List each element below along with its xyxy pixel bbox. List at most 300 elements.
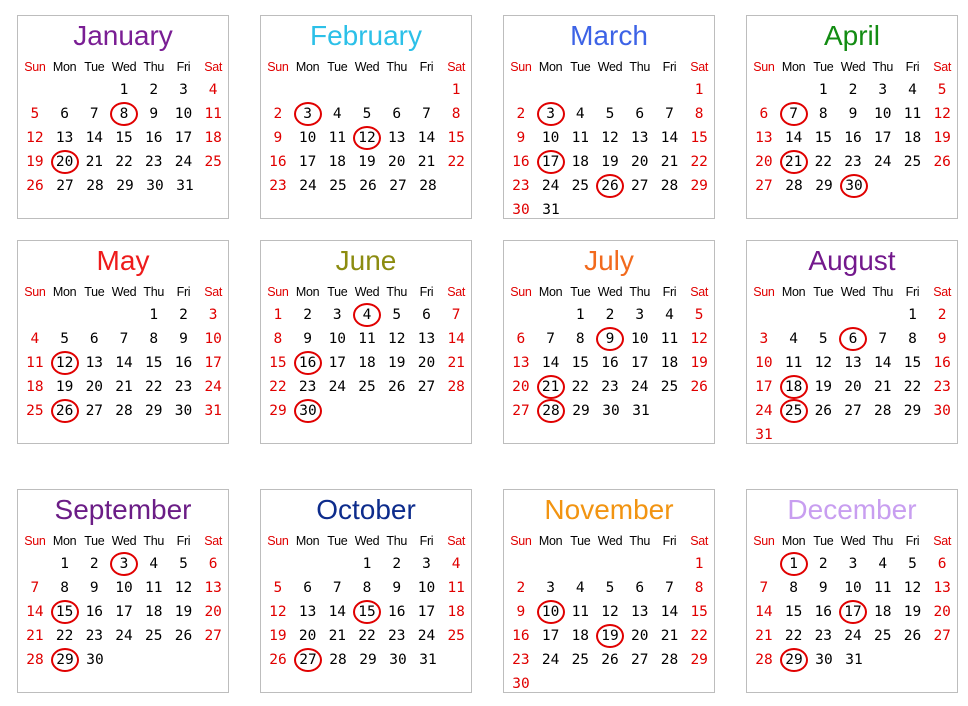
day-cell[interactable]: 23	[85, 628, 104, 644]
day-cell[interactable]: 27	[844, 403, 862, 419]
day-cell[interactable]: 28	[329, 652, 347, 668]
day-cell[interactable]: 19	[388, 355, 406, 371]
day-cell[interactable]: 23	[174, 379, 193, 395]
day-cell[interactable]: 30	[174, 403, 193, 419]
day-cell[interactable]: 1	[908, 307, 917, 323]
day-cell[interactable]: 17	[115, 604, 133, 620]
circled-day-cell[interactable]: 4	[352, 303, 382, 327]
day-cell[interactable]: 26	[903, 628, 922, 644]
day-cell[interactable]: 20	[755, 154, 773, 170]
day-cell[interactable]: 18	[660, 355, 679, 371]
day-cell[interactable]: 17	[328, 355, 347, 371]
day-cell[interactable]: 12	[26, 130, 44, 146]
day-cell[interactable]: 11	[571, 130, 590, 146]
day-cell[interactable]: 25	[571, 652, 590, 668]
day-cell[interactable]: 23	[933, 379, 951, 395]
circled-day-cell[interactable]: 21	[536, 375, 566, 399]
circled-day-cell[interactable]: 27	[293, 648, 323, 672]
day-cell[interactable]: 11	[358, 331, 376, 347]
day-cell[interactable]: 30	[815, 652, 833, 668]
day-cell[interactable]: 27	[755, 178, 773, 194]
day-cell[interactable]: 16	[269, 154, 287, 170]
day-cell[interactable]: 13	[844, 355, 862, 371]
day-cell[interactable]: 11	[784, 355, 803, 371]
day-cell[interactable]: 4	[575, 106, 585, 122]
day-cell[interactable]: 6	[392, 106, 402, 122]
day-cell[interactable]: 6	[208, 556, 218, 572]
day-cell[interactable]: 3	[332, 307, 342, 323]
day-cell[interactable]: 6	[303, 580, 312, 596]
day-cell[interactable]: 8	[694, 106, 704, 122]
day-cell[interactable]: 27	[933, 628, 951, 644]
day-cell[interactable]: 9	[937, 331, 947, 347]
day-cell[interactable]: 10	[541, 130, 560, 146]
circled-day-cell[interactable]: 7	[779, 102, 809, 126]
day-cell[interactable]: 20	[298, 628, 317, 644]
day-cell[interactable]: 19	[933, 130, 951, 146]
day-cell[interactable]: 5	[605, 580, 615, 596]
day-cell[interactable]: 29	[903, 403, 922, 419]
day-cell[interactable]: 16	[601, 355, 619, 371]
day-cell[interactable]: 9	[516, 130, 526, 146]
day-cell[interactable]: 21	[660, 154, 679, 170]
day-cell[interactable]: 20	[512, 379, 530, 395]
day-cell[interactable]: 19	[903, 604, 922, 620]
day-cell[interactable]: 12	[388, 331, 406, 347]
day-cell[interactable]: 5	[392, 307, 402, 323]
day-cell[interactable]: 31	[176, 178, 194, 194]
day-cell[interactable]: 3	[759, 331, 769, 347]
circled-day-cell[interactable]: 3	[293, 102, 323, 126]
day-cell[interactable]: 18	[571, 628, 590, 644]
day-cell[interactable]: 4	[332, 106, 342, 122]
day-cell[interactable]: 27	[631, 178, 649, 194]
day-cell[interactable]: 14	[85, 130, 104, 146]
circled-day-cell[interactable]: 26	[595, 174, 625, 198]
day-cell[interactable]: 12	[933, 106, 951, 122]
day-cell[interactable]: 26	[601, 652, 619, 668]
circled-day-cell[interactable]: 28	[536, 399, 566, 423]
day-cell[interactable]: 19	[55, 379, 74, 395]
day-cell[interactable]: 31	[542, 202, 560, 218]
day-cell[interactable]: 8	[575, 331, 585, 347]
day-cell[interactable]: 27	[389, 178, 407, 194]
day-cell[interactable]: 6	[635, 580, 645, 596]
day-cell[interactable]: 17	[755, 379, 773, 395]
day-cell[interactable]: 1	[60, 556, 69, 572]
day-cell[interactable]: 14	[417, 130, 436, 146]
day-cell[interactable]: 24	[755, 403, 773, 419]
day-cell[interactable]: 20	[631, 154, 649, 170]
day-cell[interactable]: 11	[874, 580, 892, 596]
circled-day-cell[interactable]: 21	[779, 150, 809, 174]
day-cell[interactable]: 16	[388, 604, 406, 620]
day-cell[interactable]: 21	[26, 628, 44, 644]
day-cell[interactable]: 22	[690, 628, 708, 644]
day-cell[interactable]: 15	[814, 130, 833, 146]
day-cell[interactable]: 21	[447, 355, 465, 371]
day-cell[interactable]: 22	[145, 379, 163, 395]
day-cell[interactable]: 2	[605, 307, 615, 323]
day-cell[interactable]: 5	[60, 331, 69, 347]
day-cell[interactable]: 28	[660, 178, 679, 194]
day-cell[interactable]: 1	[818, 82, 828, 98]
circled-day-cell[interactable]: 12	[50, 351, 80, 375]
day-cell[interactable]: 13	[631, 604, 649, 620]
day-cell[interactable]: 30	[933, 403, 951, 419]
day-cell[interactable]: 18	[358, 355, 376, 371]
day-cell[interactable]: 9	[89, 580, 99, 596]
day-cell[interactable]: 11	[447, 580, 465, 596]
day-cell[interactable]: 27	[417, 379, 436, 395]
day-cell[interactable]: 9	[516, 604, 526, 620]
day-cell[interactable]: 28	[785, 178, 803, 194]
day-cell[interactable]: 4	[878, 556, 888, 572]
day-cell[interactable]: 17	[541, 628, 560, 644]
day-cell[interactable]: 12	[269, 604, 287, 620]
day-cell[interactable]: 3	[208, 307, 218, 323]
day-cell[interactable]: 10	[115, 580, 133, 596]
day-cell[interactable]: 26	[174, 628, 193, 644]
day-cell[interactable]: 1	[149, 307, 159, 323]
day-cell[interactable]: 15	[145, 355, 163, 371]
day-cell[interactable]: 5	[273, 580, 283, 596]
day-cell[interactable]: 9	[818, 580, 828, 596]
day-cell[interactable]: 9	[392, 580, 402, 596]
day-cell[interactable]: 16	[933, 355, 951, 371]
day-cell[interactable]: 23	[814, 628, 833, 644]
day-cell[interactable]: 29	[116, 178, 134, 194]
day-cell[interactable]: 1	[694, 556, 704, 572]
day-cell[interactable]: 4	[908, 82, 917, 98]
day-cell[interactable]: 8	[273, 331, 283, 347]
circled-day-cell[interactable]: 15	[352, 600, 382, 624]
day-cell[interactable]: 14	[447, 331, 465, 347]
day-cell[interactable]: 2	[273, 106, 283, 122]
day-cell[interactable]: 20	[85, 379, 104, 395]
day-cell[interactable]: 2	[937, 307, 947, 323]
day-cell[interactable]: 8	[451, 106, 461, 122]
day-cell[interactable]: 21	[660, 628, 679, 644]
day-cell[interactable]: 21	[328, 628, 347, 644]
day-cell[interactable]: 13	[755, 130, 773, 146]
day-cell[interactable]: 10	[755, 355, 773, 371]
day-cell[interactable]: 30	[389, 652, 407, 668]
circled-day-cell[interactable]: 17	[536, 150, 566, 174]
circled-day-cell[interactable]: 20	[50, 150, 80, 174]
circled-day-cell[interactable]: 17	[838, 600, 868, 624]
day-cell[interactable]: 6	[89, 331, 99, 347]
day-cell[interactable]: 25	[571, 178, 590, 194]
day-cell[interactable]: 19	[269, 628, 287, 644]
day-cell[interactable]: 7	[119, 331, 129, 347]
day-cell[interactable]: 2	[303, 307, 312, 323]
day-cell[interactable]: 27	[204, 628, 222, 644]
day-cell[interactable]: 14	[541, 355, 560, 371]
day-cell[interactable]: 30	[602, 403, 620, 419]
day-cell[interactable]: 21	[874, 379, 892, 395]
day-cell[interactable]: 23	[269, 178, 287, 194]
day-cell[interactable]: 3	[848, 556, 858, 572]
day-cell[interactable]: 10	[874, 106, 892, 122]
day-cell[interactable]: 6	[516, 331, 526, 347]
day-cell[interactable]: 7	[665, 580, 674, 596]
day-cell[interactable]: 12	[903, 580, 922, 596]
day-cell[interactable]: 8	[694, 580, 704, 596]
day-cell[interactable]: 11	[903, 106, 922, 122]
day-cell[interactable]: 28	[86, 178, 104, 194]
day-cell[interactable]: 3	[179, 82, 188, 98]
circled-day-cell[interactable]: 18	[779, 375, 809, 399]
day-cell[interactable]: 17	[417, 604, 436, 620]
day-cell[interactable]: 17	[298, 154, 317, 170]
circled-day-cell[interactable]: 19	[595, 624, 625, 648]
day-cell[interactable]: 8	[60, 580, 69, 596]
day-cell[interactable]: 22	[115, 154, 133, 170]
day-cell[interactable]: 17	[174, 130, 193, 146]
day-cell[interactable]: 4	[789, 331, 798, 347]
day-cell[interactable]: 28	[26, 652, 44, 668]
day-cell[interactable]: 26	[359, 178, 377, 194]
day-cell[interactable]: 4	[30, 331, 40, 347]
day-cell[interactable]: 26	[26, 178, 44, 194]
day-cell[interactable]: 22	[447, 154, 465, 170]
day-cell[interactable]: 14	[660, 130, 679, 146]
day-cell[interactable]: 1	[575, 307, 585, 323]
day-cell[interactable]: 28	[755, 652, 773, 668]
day-cell[interactable]: 20	[204, 604, 222, 620]
day-cell[interactable]: 10	[631, 331, 649, 347]
day-cell[interactable]: 24	[874, 154, 892, 170]
day-cell[interactable]: 31	[419, 652, 437, 668]
circled-day-cell[interactable]: 9	[595, 327, 625, 351]
day-cell[interactable]: 30	[86, 652, 104, 668]
circled-day-cell[interactable]: 3	[109, 552, 139, 576]
day-cell[interactable]: 25	[874, 628, 892, 644]
day-cell[interactable]: 13	[417, 331, 436, 347]
day-cell[interactable]: 18	[874, 604, 892, 620]
day-cell[interactable]: 11	[328, 130, 347, 146]
day-cell[interactable]: 20	[631, 628, 649, 644]
day-cell[interactable]: 12	[690, 331, 708, 347]
day-cell[interactable]: 20	[933, 604, 951, 620]
day-cell[interactable]: 12	[174, 580, 193, 596]
day-cell[interactable]: 9	[179, 331, 188, 347]
day-cell[interactable]: 17	[631, 355, 649, 371]
day-cell[interactable]: 7	[89, 106, 99, 122]
circled-day-cell[interactable]: 16	[293, 351, 323, 375]
day-cell[interactable]: 19	[26, 154, 44, 170]
day-cell[interactable]: 27	[56, 178, 74, 194]
day-cell[interactable]: 18	[26, 379, 44, 395]
day-cell[interactable]: 29	[690, 652, 708, 668]
day-cell[interactable]: 29	[269, 403, 287, 419]
day-cell[interactable]: 16	[814, 604, 833, 620]
day-cell[interactable]: 20	[844, 379, 862, 395]
day-cell[interactable]: 28	[447, 379, 465, 395]
day-cell[interactable]: 13	[388, 130, 406, 146]
day-cell[interactable]: 11	[204, 106, 222, 122]
day-cell[interactable]: 24	[328, 379, 347, 395]
day-cell[interactable]: 5	[937, 82, 947, 98]
day-cell[interactable]: 14	[26, 604, 44, 620]
day-cell[interactable]: 23	[512, 178, 530, 194]
day-cell[interactable]: 24	[115, 628, 133, 644]
day-cell[interactable]: 9	[848, 106, 858, 122]
day-cell[interactable]: 23	[298, 379, 317, 395]
day-cell[interactable]: 4	[575, 580, 585, 596]
day-cell[interactable]: 14	[115, 355, 133, 371]
circled-day-cell[interactable]: 10	[536, 600, 566, 624]
day-cell[interactable]: 18	[328, 154, 347, 170]
day-cell[interactable]: 29	[359, 652, 377, 668]
day-cell[interactable]: 25	[26, 403, 44, 419]
day-cell[interactable]: 16	[85, 604, 104, 620]
day-cell[interactable]: 19	[358, 154, 376, 170]
circled-day-cell[interactable]: 6	[838, 327, 868, 351]
day-cell[interactable]: 13	[631, 130, 649, 146]
day-cell[interactable]: 10	[204, 331, 222, 347]
day-cell[interactable]: 24	[541, 652, 560, 668]
circled-day-cell[interactable]: 3	[536, 102, 566, 126]
day-cell[interactable]: 3	[546, 580, 555, 596]
day-cell[interactable]: 10	[417, 580, 436, 596]
circled-day-cell[interactable]: 30	[839, 174, 869, 198]
day-cell[interactable]: 5	[362, 106, 372, 122]
day-cell[interactable]: 17	[874, 130, 892, 146]
day-cell[interactable]: 9	[273, 130, 283, 146]
day-cell[interactable]: 7	[332, 580, 342, 596]
day-cell[interactable]: 8	[789, 580, 798, 596]
day-cell[interactable]: 24	[631, 379, 649, 395]
day-cell[interactable]: 19	[601, 154, 619, 170]
day-cell[interactable]: 7	[546, 331, 555, 347]
day-cell[interactable]: 13	[512, 355, 530, 371]
day-cell[interactable]: 12	[601, 130, 619, 146]
day-cell[interactable]: 2	[89, 556, 99, 572]
day-cell[interactable]: 25	[145, 628, 163, 644]
day-cell[interactable]: 19	[174, 604, 193, 620]
day-cell[interactable]: 10	[174, 106, 193, 122]
day-cell[interactable]: 22	[358, 628, 376, 644]
day-cell[interactable]: 25	[660, 379, 679, 395]
day-cell[interactable]: 26	[388, 379, 406, 395]
day-cell[interactable]: 31	[755, 427, 773, 443]
day-cell[interactable]: 4	[451, 556, 461, 572]
day-cell[interactable]: 27	[512, 403, 530, 419]
day-cell[interactable]: 14	[874, 355, 892, 371]
day-cell[interactable]: 23	[145, 154, 163, 170]
circled-day-cell[interactable]: 8	[109, 102, 139, 126]
day-cell[interactable]: 22	[814, 154, 833, 170]
circled-day-cell[interactable]: 26	[50, 399, 80, 423]
day-cell[interactable]: 29	[572, 403, 590, 419]
day-cell[interactable]: 11	[571, 604, 590, 620]
day-cell[interactable]: 15	[903, 355, 922, 371]
day-cell[interactable]: 3	[878, 82, 888, 98]
day-cell[interactable]: 30	[146, 178, 164, 194]
day-cell[interactable]: 4	[208, 82, 218, 98]
day-cell[interactable]: 29	[815, 178, 833, 194]
day-cell[interactable]: 20	[388, 154, 406, 170]
day-cell[interactable]: 6	[759, 106, 769, 122]
day-cell[interactable]: 15	[269, 355, 287, 371]
day-cell[interactable]: 28	[115, 403, 133, 419]
day-cell[interactable]: 25	[447, 628, 465, 644]
day-cell[interactable]: 18	[903, 130, 922, 146]
day-cell[interactable]: 10	[298, 130, 317, 146]
day-cell[interactable]: 25	[358, 379, 376, 395]
day-cell[interactable]: 23	[844, 154, 862, 170]
day-cell[interactable]: 27	[85, 403, 104, 419]
day-cell[interactable]: 22	[784, 628, 803, 644]
day-cell[interactable]: 12	[601, 604, 619, 620]
day-cell[interactable]: 30	[512, 202, 530, 218]
day-cell[interactable]: 26	[814, 403, 833, 419]
day-cell[interactable]: 19	[814, 379, 833, 395]
day-cell[interactable]: 7	[30, 580, 40, 596]
day-cell[interactable]: 2	[848, 82, 858, 98]
day-cell[interactable]: 22	[903, 379, 922, 395]
circled-day-cell[interactable]: 25	[779, 399, 809, 423]
day-cell[interactable]: 22	[690, 154, 708, 170]
day-cell[interactable]: 29	[690, 178, 708, 194]
day-cell[interactable]: 22	[571, 379, 590, 395]
circled-day-cell[interactable]: 1	[779, 552, 809, 576]
day-cell[interactable]: 26	[690, 379, 708, 395]
day-cell[interactable]: 6	[937, 556, 947, 572]
day-cell[interactable]: 21	[755, 628, 773, 644]
day-cell[interactable]: 31	[845, 652, 863, 668]
day-cell[interactable]: 23	[388, 628, 406, 644]
day-cell[interactable]: 18	[571, 154, 590, 170]
day-cell[interactable]: 24	[844, 628, 862, 644]
day-cell[interactable]: 27	[631, 652, 649, 668]
day-cell[interactable]: 22	[269, 379, 287, 395]
day-cell[interactable]: 21	[85, 154, 104, 170]
day-cell[interactable]: 15	[690, 130, 708, 146]
day-cell[interactable]: 7	[759, 580, 769, 596]
day-cell[interactable]: 5	[179, 556, 188, 572]
day-cell[interactable]: 13	[55, 130, 74, 146]
day-cell[interactable]: 26	[933, 154, 951, 170]
day-cell[interactable]: 14	[755, 604, 773, 620]
day-cell[interactable]: 31	[632, 403, 650, 419]
day-cell[interactable]: 13	[933, 580, 951, 596]
day-cell[interactable]: 18	[145, 604, 163, 620]
day-cell[interactable]: 29	[145, 403, 163, 419]
day-cell[interactable]: 30	[512, 676, 530, 692]
day-cell[interactable]: 22	[55, 628, 74, 644]
day-cell[interactable]: 28	[874, 403, 892, 419]
day-cell[interactable]: 31	[204, 403, 222, 419]
day-cell[interactable]: 9	[149, 106, 159, 122]
day-cell[interactable]: 11	[145, 580, 163, 596]
day-cell[interactable]: 2	[179, 307, 188, 323]
day-cell[interactable]: 8	[362, 580, 372, 596]
day-cell[interactable]: 26	[269, 652, 287, 668]
day-cell[interactable]: 21	[115, 379, 133, 395]
day-cell[interactable]: 28	[660, 652, 679, 668]
day-cell[interactable]: 8	[908, 331, 917, 347]
day-cell[interactable]: 13	[85, 355, 104, 371]
day-cell[interactable]: 5	[605, 106, 615, 122]
day-cell[interactable]: 24	[174, 154, 193, 170]
day-cell[interactable]: 2	[149, 82, 159, 98]
circled-day-cell[interactable]: 29	[50, 648, 80, 672]
day-cell[interactable]: 18	[447, 604, 465, 620]
day-cell[interactable]: 24	[417, 628, 436, 644]
